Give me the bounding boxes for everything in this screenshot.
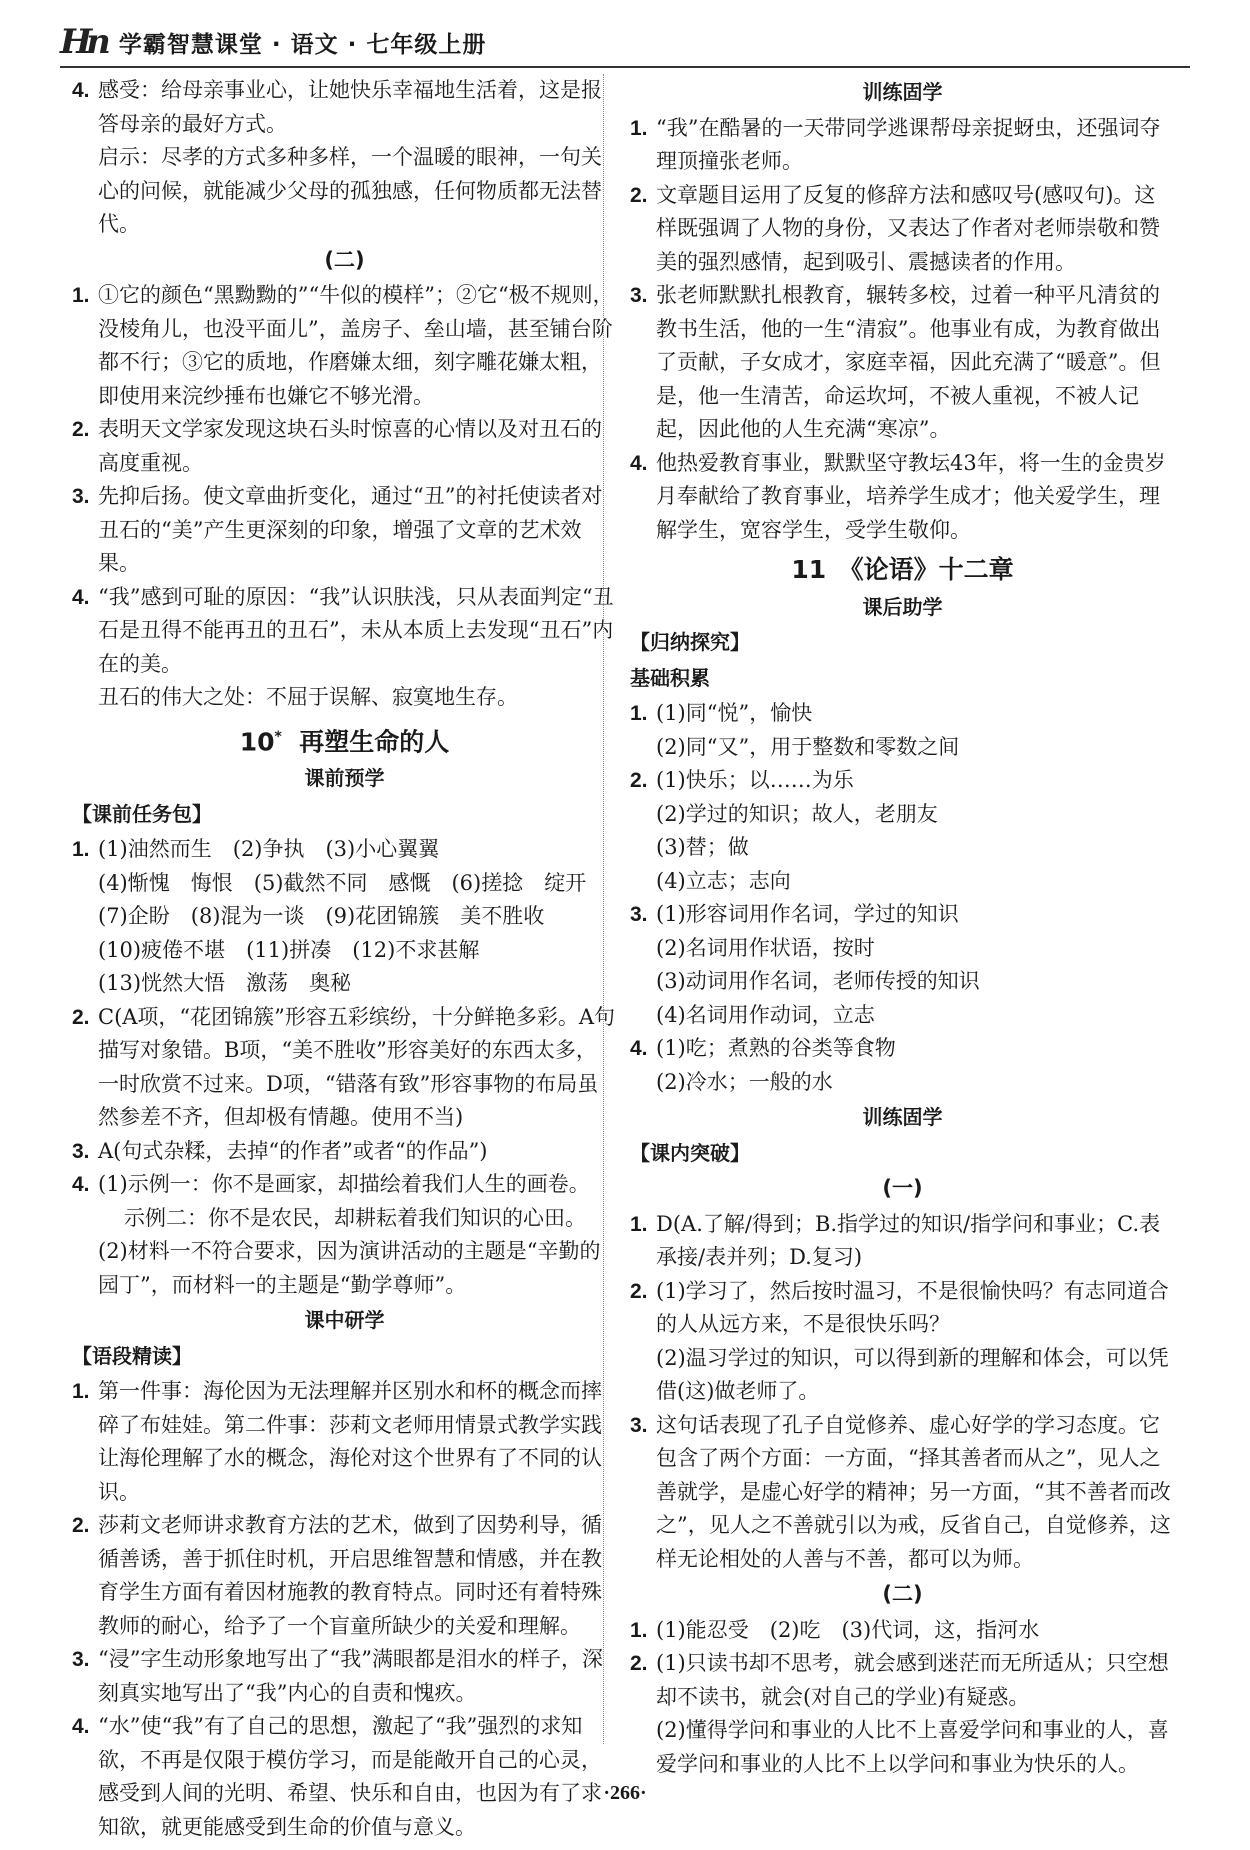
- answer-text: (2)温习学过的知识，可以得到新的理解和体会，可以凭借(这)做老师了。: [656, 1345, 1169, 1403]
- section-heading: 训练固学: [862, 80, 943, 104]
- right-column: [630, 74, 1175, 1781]
- answer-text: (7)企盼 (8)混为一谈 (9)花团锦簇 美不胜收: [98, 904, 545, 929]
- answer-text: (3)动词用作名词，老师传授的知识: [656, 969, 980, 993]
- answer-item: 2. C(A项，“花团锦簇”形容五彩缤纷，十分鲜艳多彩。A句描写对象错。B项，“美不胜收”形容美好的东西太多，一时欣赏不过来。D项，“错落有致”形容事物的布局虽然参差不齐，但却极有情趣。使用不当): [72, 1004, 616, 1130]
- bracket-heading: 【课内突破】: [630, 1140, 750, 1165]
- answer-text: (2)材料一不符合要求，因为演讲活动的主题是“辛勤的园丁”，而材料一的主题是“勤学尊师”。: [98, 1239, 601, 1297]
- answer-text: (2)同“又”，用于整数和零数之间: [656, 734, 960, 759]
- section-heading: 课后助学: [862, 594, 943, 619]
- page-number: ·266·: [603, 1782, 647, 1804]
- answer-item: 3. 先抑后扬。使文章曲折变化，通过“丑”的衬托使读者对丑石的“美”产生更深刻的印象，增强了文章的艺术效果。: [72, 484, 603, 575]
- header-rule: [60, 66, 1190, 68]
- answer-item: 3. (1)形容词用作名词，学过的知识: [630, 902, 959, 926]
- page-header: [60, 22, 486, 62]
- answer-item: 1. (1)油然而生 (2)争执 (3)小心翼翼: [72, 837, 440, 862]
- book-title: 学霸智慧课堂 · 语文 · 七年级上册: [118, 31, 487, 58]
- answer-item: 3. 张老师默默扎根教育，辗转多校，过着一种平凡清贫的教书生活，他的一生“清寂”。他事业有成，为教育做出了贡献，子女成才，家庭幸福，因此充满了“暖意”。但是，他一生清苦，命运坎坷，不被人重视，不被人记起，因此他的人生充满“寒凉”。: [630, 283, 1161, 441]
- left-column: [72, 74, 617, 1844]
- lesson-title: 11 《论语》十二章: [791, 555, 1014, 584]
- answer-item: 2. 文章题目运用了反复的修辞方法和感叹号(感叹句)。这样既强调了人物的身份，又表达了作者对老师崇敬和赞美的强烈感情，起到吸引、震撼读者的作用。: [630, 182, 1160, 274]
- part-heading: (二): [882, 1582, 923, 1606]
- answer-item: 4. 感受：给母亲事业心，让她快乐幸福地生活着，这是报答母亲的最好方式。: [72, 78, 602, 136]
- answer-item: 4. 他热爱教育事业，默默坚守教坛43年，将一生的金贵岁月奉献给了教育事业，培养学生成才；他关爱学生，理解学生，宽容学生，受学生敬仰。: [630, 450, 1166, 542]
- answer-text: (2)懂得学问和事业的人比不上喜爱学问和事业的人，喜爱学问和事业的人比不上以学问和事业为快乐的人。: [656, 1718, 1169, 1776]
- answer-text: 丑石的伟大之处：不屈于误解、寂寞地生存。: [98, 685, 518, 709]
- answer-text: (13)恍然大悟 激荡 奥秘: [98, 971, 352, 996]
- part-heading: (二): [324, 247, 365, 272]
- answer-item: 4. “水”使“我”有了自己的思想，激起了“我”强烈的求知欲，不再是仅限于模仿学习，而是能敞开自己的心灵，感受到人间的光明、希望、快乐和自由，也因为有了求知欲，就更能感受到生命的价值与意义。: [72, 1714, 602, 1839]
- lesson-title: 10* 再塑生命的人: [239, 726, 450, 756]
- publisher-logo: Hn: [60, 22, 105, 62]
- answer-item: 4. “我”感到可耻的原因：“我”认识肤浅，只从表面判定“丑石是丑得不能再丑的丑石”，未从本质上去发现“丑石”内在的美。: [72, 584, 614, 676]
- answer-item: 1. (1)能忍受 (2)吃 (3)代词，这，指河水: [630, 1617, 1040, 1642]
- answer-item: 2. (1)学习了，然后按时温习，不是很愉快吗？有志同道合的人从远方来，不是很快乐吗？: [630, 1278, 1169, 1336]
- answer-item: 2. 表明天文学家发现这块石头时惊喜的心情以及对丑石的高度重视。: [72, 417, 602, 475]
- answer-item: 1. 第一件事：海伦因为无法理解并区别水和杯的概念而摔碎了布娃娃。第二件事：莎莉文老师用情景式教学实践让海伦理解了水的概念，海伦对这个世界有了不同的认识。: [72, 1379, 602, 1504]
- answer-text: (3)替；做: [656, 835, 749, 859]
- answer-item: 2. 莎莉文老师讲求教育方法的艺术，做到了因势利导，循循善诱，善于抓住时机，开启思维智慧和情感，并在教育学生方面有着因材施教的教育特点。同时还有着特殊教师的耐心，给予了一个盲童所缺少的关爱和理解。: [72, 1513, 602, 1638]
- answer-item: 4. (1)吃；煮熟的谷类等食物: [630, 1036, 896, 1060]
- section-heading: 训练固学: [862, 1105, 943, 1129]
- column-divider: [603, 74, 604, 1744]
- answer-text: (10)疲倦不堪 (11)拼凑 (12)不求甚解: [98, 937, 480, 962]
- answer-text: (4)立志；志向: [656, 868, 791, 893]
- bracket-heading: 【课前任务包】: [72, 801, 212, 826]
- part-heading: (一): [882, 1176, 923, 1200]
- section-heading: 课中研学: [304, 1308, 385, 1333]
- answer-text: (2)冷水；一般的水: [656, 1069, 833, 1094]
- answer-text: (2)学过的知识；故人，老朋友: [656, 801, 938, 826]
- answer-text: (4)惭愧 悔恨 (5)截然不同 感慨 (6)搓捻 绽开: [98, 870, 587, 895]
- answer-item: 1. (1)同“悦”，愉快: [630, 701, 813, 725]
- answer-text: 示例二：你不是农民，却耕耘着我们知识的心田。: [124, 1205, 586, 1230]
- answer-item: 2. (1)只读书却不思考，就会感到迷茫而无所适从；只空想却不读书，就会(对自己的学业)有疑惑。: [630, 1651, 1169, 1709]
- answer-item: 2. (1)快乐；以……为乐: [630, 768, 854, 792]
- answer-text: (2)名词用作状语，按时: [656, 935, 875, 960]
- answer-item: 1. ①它的颜色“黑黝黝的”“牛似的模样”；②它“极不规则，没棱角儿，也没平面儿”，盖房子、垒山墙，甚至铺台阶都不行；③它的质地，作磨嫌太细，刻字雕花嫌太粗，即使用来浣纱捶布也嫌它不够光滑。: [72, 283, 614, 408]
- answer-text: 启示：尽孝的方式多种多样，一个温暖的眼神，一句关心的问候，就能减少父母的孤独感，任何物质都无法替代。: [98, 145, 602, 236]
- answer-item: 3. “浸”字生动形象地写出了“我”满眼都是泪水的样子，深刻真实地写出了“我”内心的自责和愧疚。: [72, 1647, 603, 1705]
- answer-item: 3. 这句话表现了孔子自觉修养、虚心好学的学习态度。它包含了两个方面：一方面，“择其善者而从之”，见人之善就学，是虚心好学的精神；另一方面，“其不善者而改之”，见人之不善就引以为戒，反省自己，自觉修养，这样无论相处的人善与不善，都可以为师。: [630, 1412, 1171, 1571]
- subsection-heading: 基础积累: [630, 665, 710, 690]
- answer-item: 1. “我”在酷暑的一天带同学逃课帮母亲捉蚜虫，还强词夺理顶撞张老师。: [630, 115, 1161, 173]
- bracket-heading: 【语段精读】: [72, 1343, 192, 1368]
- section-heading: 课前预学: [304, 766, 385, 791]
- answer-item: 4. (1)示例一：你不是画家，却描绘着我们人生的画卷。: [72, 1172, 590, 1197]
- answer-item: 1. D(A.了解/得到；B.指学过的知识/指学问和事业；C.表承接/表并列；D.复习): [630, 1211, 1161, 1269]
- answer-item: 3. A(句式杂糅，去掉“的作者”或者“的作品”): [72, 1138, 488, 1163]
- bracket-heading: 【归纳探究】: [630, 630, 750, 654]
- answer-text: (4)名词用作动词，立志: [656, 1002, 875, 1027]
